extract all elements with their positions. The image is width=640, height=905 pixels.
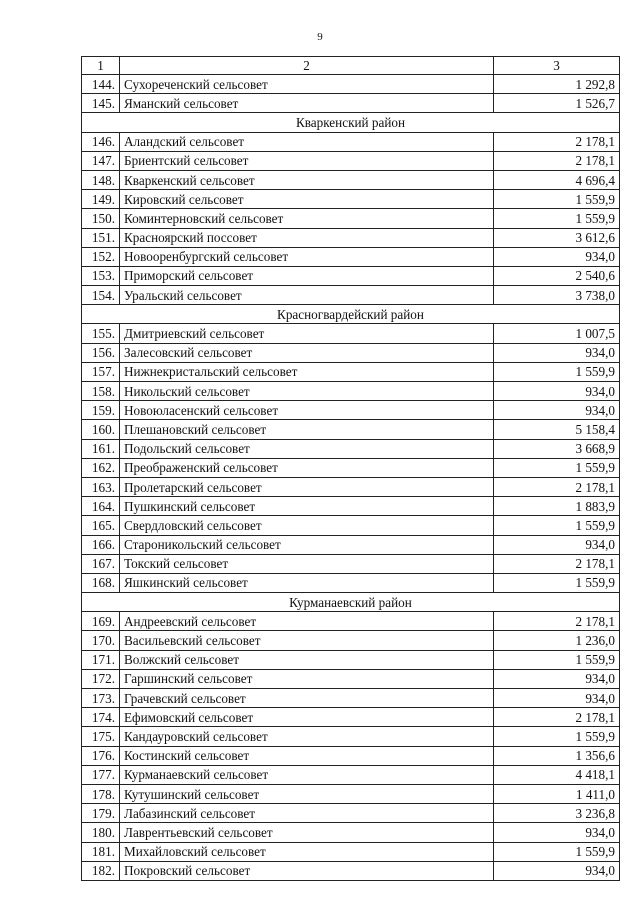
table-row <box>82 190 620 209</box>
table-row <box>82 477 620 496</box>
council-name: Староникольский сельсовет <box>120 535 494 554</box>
council-name: Покровский сельсовет <box>120 861 494 880</box>
council-name: Нижнекристальский сельсовет <box>120 362 494 381</box>
row-number: 156. <box>82 343 120 362</box>
council-name: Никольский сельсовет <box>120 382 494 401</box>
table-row <box>82 401 620 420</box>
row-number: 158. <box>82 382 120 401</box>
allocation-value: 934,0 <box>494 247 620 266</box>
row-number: 160. <box>82 420 120 439</box>
allocation-value: 1 883,9 <box>494 497 620 516</box>
council-name: Курманаевский сельсовет <box>120 765 494 784</box>
allocation-value: 1 559,9 <box>494 727 620 746</box>
row-number: 155. <box>82 324 120 343</box>
district-name: Красногвардейский район <box>82 305 620 324</box>
row-number: 176. <box>82 746 120 765</box>
row-number: 170. <box>82 631 120 650</box>
row-number: 168. <box>82 573 120 592</box>
table-row <box>82 94 620 113</box>
district-header-row <box>82 305 620 324</box>
allocation-value: 1 559,9 <box>494 458 620 477</box>
row-number: 180. <box>82 823 120 842</box>
allocation-value: 4 418,1 <box>494 765 620 784</box>
council-name: Яшкинский сельсовет <box>120 573 494 592</box>
allocation-value: 3 668,9 <box>494 439 620 458</box>
council-name: Свердловский сельсовет <box>120 516 494 535</box>
table-row <box>82 631 620 650</box>
page-number: 9 <box>317 31 323 43</box>
row-number: 171. <box>82 650 120 669</box>
table-row <box>82 727 620 746</box>
council-name: Кваркенский сельсовет <box>120 170 494 189</box>
table-row <box>82 75 620 94</box>
council-name: Михайловский сельсовет <box>120 842 494 861</box>
district-name: Кваркенский район <box>82 113 620 132</box>
council-name: Залесовский сельсовет <box>120 343 494 362</box>
allocation-value: 934,0 <box>494 535 620 554</box>
row-number: 152. <box>82 247 120 266</box>
allocation-value: 3 236,8 <box>494 804 620 823</box>
row-number: 147. <box>82 151 120 170</box>
district-name: Курманаевский район <box>82 593 620 612</box>
district-header-row <box>82 113 620 132</box>
row-number: 163. <box>82 477 120 496</box>
allocation-value: 1 356,6 <box>494 746 620 765</box>
allocation-value: 1 007,5 <box>494 324 620 343</box>
table-row <box>82 439 620 458</box>
council-name: Приморский сельсовет <box>120 266 494 285</box>
council-name: Красноярский поссовет <box>120 228 494 247</box>
table-row <box>82 516 620 535</box>
row-number: 150. <box>82 209 120 228</box>
table-row <box>82 420 620 439</box>
row-number: 169. <box>82 612 120 631</box>
table-row <box>82 324 620 343</box>
row-number: 161. <box>82 439 120 458</box>
allocation-value: 2 178,1 <box>494 477 620 496</box>
table-row <box>82 343 620 362</box>
allocation-value: 934,0 <box>494 382 620 401</box>
row-number: 146. <box>82 132 120 151</box>
council-name: Преображенский сельсовет <box>120 458 494 477</box>
district-header-row <box>82 593 620 612</box>
allocation-table <box>81 56 620 881</box>
column-header-1: 1 <box>82 57 120 75</box>
table-row <box>82 535 620 554</box>
table-row <box>82 784 620 803</box>
allocation-value: 934,0 <box>494 823 620 842</box>
row-number: 181. <box>82 842 120 861</box>
table-row <box>82 382 620 401</box>
allocation-value: 2 178,1 <box>494 554 620 573</box>
allocation-value: 2 178,1 <box>494 132 620 151</box>
council-name: Кутушинский сельсовет <box>120 784 494 803</box>
allocation-value: 3 738,0 <box>494 286 620 305</box>
row-number: 178. <box>82 784 120 803</box>
council-name: Грачевский сельсовет <box>120 689 494 708</box>
council-name: Аландский сельсовет <box>120 132 494 151</box>
allocation-value: 5 158,4 <box>494 420 620 439</box>
table-row <box>82 247 620 266</box>
table-row <box>82 151 620 170</box>
council-name: Бриентский сельсовет <box>120 151 494 170</box>
allocation-value: 1 559,9 <box>494 650 620 669</box>
council-name: Пролетарский сельсовет <box>120 477 494 496</box>
allocation-value: 2 178,1 <box>494 708 620 727</box>
allocation-value: 2 540,6 <box>494 266 620 285</box>
table-row <box>82 861 620 880</box>
table-body <box>82 75 620 881</box>
row-number: 165. <box>82 516 120 535</box>
allocation-value: 1 236,0 <box>494 631 620 650</box>
table-row <box>82 573 620 592</box>
row-number: 149. <box>82 190 120 209</box>
table-row <box>82 286 620 305</box>
row-number: 162. <box>82 458 120 477</box>
row-number: 153. <box>82 266 120 285</box>
table-row <box>82 823 620 842</box>
allocation-value: 2 178,1 <box>494 151 620 170</box>
row-number: 157. <box>82 362 120 381</box>
council-name: Гаршинский сельсовет <box>120 669 494 688</box>
council-name: Дмитриевский сельсовет <box>120 324 494 343</box>
table-row <box>82 612 620 631</box>
table-row <box>82 362 620 381</box>
table-row <box>82 170 620 189</box>
row-number: 172. <box>82 669 120 688</box>
council-name: Пушкинский сельсовет <box>120 497 494 516</box>
allocation-value: 1 526,7 <box>494 94 620 113</box>
table-row <box>82 132 620 151</box>
table-row <box>82 458 620 477</box>
row-number: 166. <box>82 535 120 554</box>
row-number: 182. <box>82 861 120 880</box>
row-number: 167. <box>82 554 120 573</box>
allocation-value: 1 559,9 <box>494 190 620 209</box>
row-number: 174. <box>82 708 120 727</box>
council-name: Костинский сельсовет <box>120 746 494 765</box>
council-name: Андреевский сельсовет <box>120 612 494 631</box>
council-name: Лабазинский сельсовет <box>120 804 494 823</box>
council-name: Лаврентьевский сельсовет <box>120 823 494 842</box>
table-row <box>82 842 620 861</box>
row-number: 159. <box>82 401 120 420</box>
council-name: Ефимовский сельсовет <box>120 708 494 727</box>
council-name: Новоюласенский сельсовет <box>120 401 494 420</box>
council-name: Плешановский сельсовет <box>120 420 494 439</box>
council-name: Уральский сельсовет <box>120 286 494 305</box>
row-number: 164. <box>82 497 120 516</box>
allocation-value: 934,0 <box>494 401 620 420</box>
allocation-value: 4 696,4 <box>494 170 620 189</box>
row-number: 179. <box>82 804 120 823</box>
council-name: Сухореченский сельсовет <box>120 75 494 94</box>
allocation-value: 1 559,9 <box>494 209 620 228</box>
row-number: 173. <box>82 689 120 708</box>
row-number: 148. <box>82 170 120 189</box>
table-row <box>82 554 620 573</box>
council-name: Кировский сельсовет <box>120 190 494 209</box>
row-number: 175. <box>82 727 120 746</box>
council-name: Васильевский сельсовет <box>120 631 494 650</box>
table-row <box>82 497 620 516</box>
allocation-value: 1 559,9 <box>494 573 620 592</box>
allocation-value: 1 411,0 <box>494 784 620 803</box>
allocation-value: 1 559,9 <box>494 842 620 861</box>
allocation-value: 934,0 <box>494 669 620 688</box>
allocation-value: 934,0 <box>494 689 620 708</box>
council-name: Яманский сельсовет <box>120 94 494 113</box>
allocation-value: 3 612,6 <box>494 228 620 247</box>
column-header-3: 3 <box>494 57 620 75</box>
council-name: Подольский сельсовет <box>120 439 494 458</box>
allocation-value: 1 292,8 <box>494 75 620 94</box>
allocation-value: 1 559,9 <box>494 516 620 535</box>
row-number: 144. <box>82 75 120 94</box>
council-name: Кандауровский сельсовет <box>120 727 494 746</box>
table-row <box>82 669 620 688</box>
allocation-value: 1 559,9 <box>494 362 620 381</box>
council-name: Коминтерновский сельсовет <box>120 209 494 228</box>
column-header-2: 2 <box>120 57 494 75</box>
allocation-value: 934,0 <box>494 861 620 880</box>
row-number: 145. <box>82 94 120 113</box>
council-name: Волжский сельсовет <box>120 650 494 669</box>
table-row <box>82 266 620 285</box>
row-number: 151. <box>82 228 120 247</box>
row-number: 177. <box>82 765 120 784</box>
table-row <box>82 708 620 727</box>
table-row <box>82 209 620 228</box>
council-name: Новооренбургский сельсовет <box>120 247 494 266</box>
table-row <box>82 765 620 784</box>
table-row <box>82 228 620 247</box>
allocation-value: 934,0 <box>494 343 620 362</box>
table-row <box>82 746 620 765</box>
row-number: 154. <box>82 286 120 305</box>
table-header-row <box>82 57 620 75</box>
allocation-value: 2 178,1 <box>494 612 620 631</box>
table-row <box>82 804 620 823</box>
council-name: Токский сельсовет <box>120 554 494 573</box>
table-row <box>82 650 620 669</box>
table-row <box>82 689 620 708</box>
